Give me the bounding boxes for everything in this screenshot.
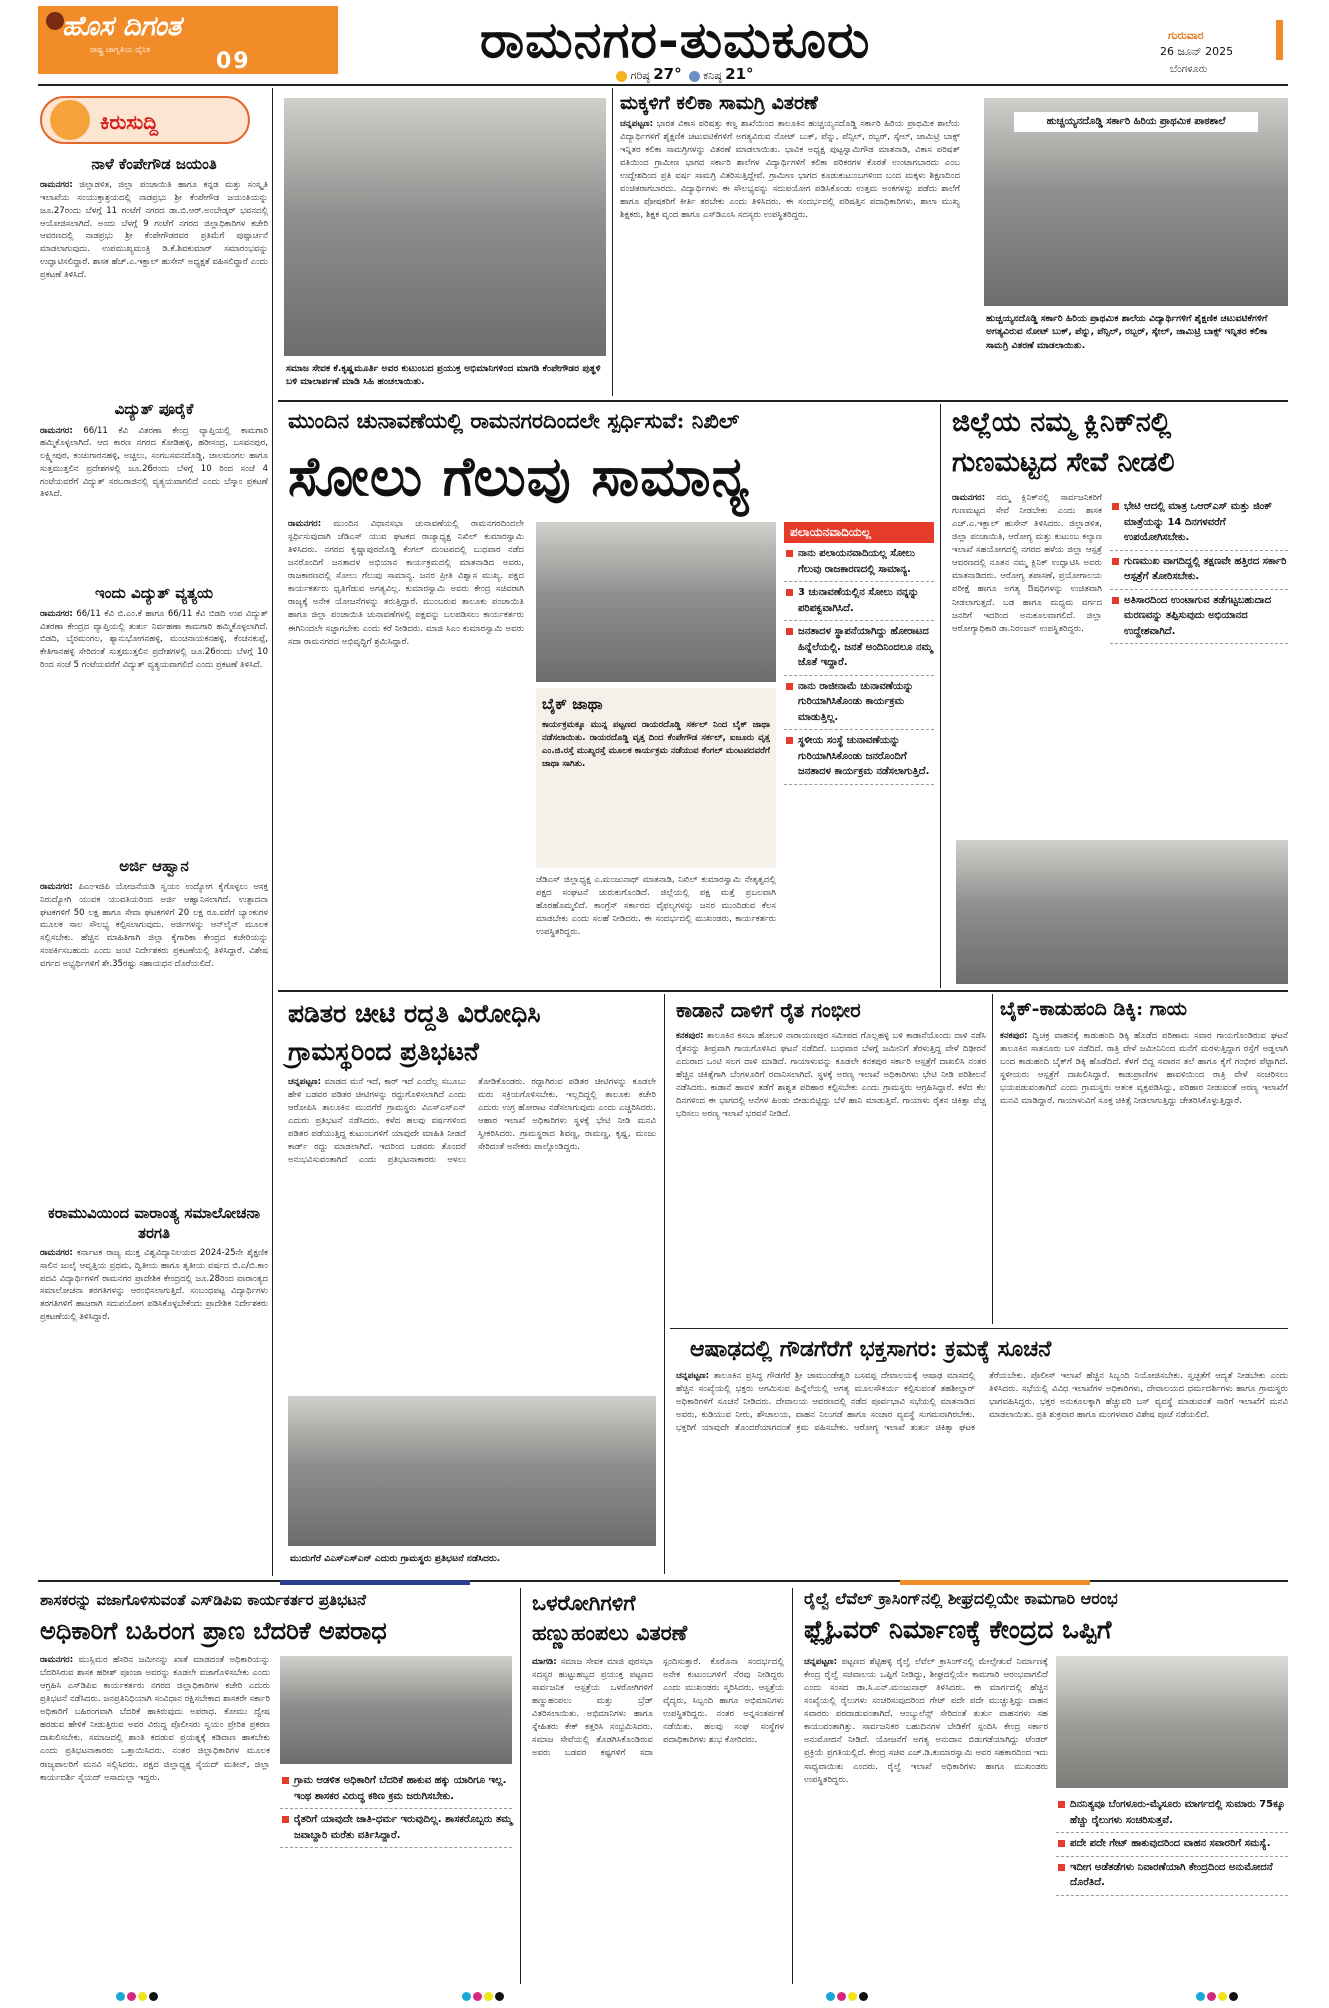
weather-max-label: ಗರಿಷ್ಠ (630, 69, 650, 82)
rail-body: ಚನ್ನಪಟ್ಟಣ: ಪಟ್ಟಣದ ಶೆಟ್ಟಿಹಳ್ಳಿ ರೈಲ್ವೆ ಲೆವೆಲ್ ಕ್ರಾಸಿಂಗ್‌ನಲ್ಲಿ ಮೇಲ್ಸೇತುವೆ ನಿರ್ಮಾಣಕ್ಕೆ ಕೇಂದ್ರ ರೈಲ್ವೆ ಸಚಿವಾಲಯ ಒಪ್ಪಿಗೆ ನೀಡಿದ್ದು, ಶೀಘ್ರದಲ್ಲಿಯೇ ಕಾಮಗಾರಿ ಆರಂಭವಾಗಲಿದೆ ಎಂದು ಸಂಸದ ಡಾ.ಸಿ.ಎನ್.ಮಂಜುನಾಥ್ ತಿಳಿಸಿದರು. ಈ ಮಾರ್ಗದಲ್ಲಿ ಹೆಚ್ಚಿನ ಸಂಖ್ಯೆಯಲ್ಲಿ ರೈಲುಗಳು ಸಂಚರಿಸುವುದರಿಂದ ಗೇಟ್ ಪದೇ ಪದೇ ಮುಚ್ಚುತ್ತಿದ್ದು ವಾಹನ ಸವಾರರು ಪರದಾಡುವಂತಾಗಿದೆ. ಆಂಬ್ಯುಲೆನ್ಸ್ ಸೇರಿದಂತೆ ತುರ್ತು ವಾಹನಗಳು ಸಹ ಕಾಯುವಂತಾಗಿತ್ತು. ಸಾರ್ವಜನಿಕರ ಬಹುದಿನಗಳ ಬೇಡಿಕೆಗೆ ಸ್ಪಂದಿಸಿ ಕೇಂದ್ರ ಸರ್ಕಾರ ಅನುಮೋದನೆ ನೀಡಿದೆ. ಯೋಜನೆಗೆ ಅಗತ್ಯ ಅನುದಾನ ಬಿಡುಗಡೆಯಾಗಿದ್ದು ಟೆಂಡರ್ ಪ್ರಕ್ರಿಯೆ ಪ್ರಗತಿಯಲ್ಲಿದೆ. ಕೇಂದ್ರ ಸಚಿವ ಎಚ್.ಡಿ.ಕುಮಾರಸ್ವಾಮಿ ಅವರ ಸಹಕಾರದಿಂದ ಇದು ಸಾಧ್ಯವಾಯಿತು ಎಂದರು. ರೈಲ್ವೆ ಇಲಾಖೆ ಅಧಿಕಾರಿಗಳು ಹಾಗೂ ಮುಖಂಡರು ಉಪಸ್ಥಿತರಿದ್ದರು. (804, 1657, 1048, 1785)
weather-min-label: ಕನಿಷ್ಠ (703, 69, 722, 82)
registration-marks (462, 1992, 506, 2006)
brief-text: ರಾಮನಗರ: ಕರ್ನಾಟಕ ರಾಜ್ಯ ಮುಕ್ತ ವಿಶ್ವವಿದ್ಯಾನಿಲಯದ 2024-25ನೇ ಶೈಕ್ಷಣಿಕ ಸಾಲಿನ ಜುಲೈ ಆವೃತ್ತಿಯ ಪ್ರಥಮ, ದ್ವಿತೀಯ ಹಾಗೂ ತೃತೀಯ ವರ್ಷದ ಬಿ.ಎ/ಬಿ.ಕಾಂ ಪದವಿ ವಿದ್ಯಾರ್ಥಿಗಳಿಗೆ ರಾಮನಗರ ಪ್ರಾದೇಶಿಕ ಕೇಂದ್ರದಲ್ಲಿ ಜೂ.28ರಿಂದ ವಾರಾಂತ್ಯದ ಸಮಾಲೋಚನಾ ತರಗತಿಗಳನ್ನು ಆರಂಭಿಸಲಾಗುತ್ತಿದೆ. ಸಂಬಂಧಪಟ್ಟ ವಿದ್ಯಾರ್ಥಿಗಳು ತರಗತಿಗಳಿಗೆ ಹಾಜರಾಗಿ ಸದುಪಯೋಗ ಪಡಿಸಿಕೊಳ್ಳಬೇಕೆಂದು ಪ್ರಾದೇಶಿಕ ನಿರ್ದೇಶಕರು ಪ್ರಕಟಣೆಯಲ್ಲಿ ತಿಳಿಸಿದ್ದಾರೆ. (40, 1248, 268, 1322)
column-rule (272, 88, 273, 1576)
brief-text: ರಾಮನಗರ: 66/11 ಕೆವಿ ಬಿ.ಎಂ.ಕೆ ಹಾಗೂ 66/11 ಕೆವಿ ಬಿಡದಿ ಉಪ ವಿದ್ಯುತ್ ವಿತರಣಾ ಕೇಂದ್ರದ ವ್ಯಾಪ್ತಿಯಲ್ಲಿ ತುರ್ತು ನಿರ್ವಹಣಾ ಕಾಮಗಾರಿ ಹಮ್ಮಿಕೊಳ್ಳಲಾಗಿದೆ. ಬಿಡದಿ, ಬೈರಮಂಗಲ, ಶ್ಯಾನುಭೋಗನಹಳ್ಳಿ, ಮಂಚನಾಯಕನಹಳ್ಳಿ, ಕೆಂಚನಕುಪ್ಪೆ, ಕೇತಿಗಾನಹಳ್ಳಿ ಸೇರಿದಂತೆ ಸುತ್ತಮುತ್ತಲಿನ ಪ್ರದೇಶಗಳಲ್ಲಿ ಜೂ.26ರಂದು ಬೆಳಗ್ಗೆ 10 ರಿಂದ ಸಂಜೆ 5 ಗಂಟೆಯವರೆಗೆ ವಿದ್ಯುತ್ ವ್ಯತ್ಯಯವಾಗಲಿದೆ ಎಂದು ಪ್ರಕಟಣೆ ತಿಳಿಸಿದೆ. (40, 608, 268, 670)
logo-tagline: ರಾಷ್ಟ್ರ ಜಾಗೃತಿಯ ದೈನಿಕ (90, 45, 151, 54)
story-body: ಚನ್ನಪಟ್ಟಣ: ಭಾರತ ವಿಕಾಸ ಪರಿಷತ್ತು ಕಣ್ವ ಶಾಖೆಯಿಂದ ತಾಲೂಕಿನ ಹುಚ್ಚಯ್ಯನದೊಡ್ಡಿ ಸರ್ಕಾರಿ ಹಿರಿಯ ಪ್ರಾಥಮಿಕ ಶಾಲೆಯ ವಿದ್ಯಾರ್ಥಿಗಳಿಗೆ ಶೈಕ್ಷಣಿಕ ಚಟುವಟಿಕೆಗಳಿಗೆ ಅಗತ್ಯವಿರುವ ನೋಟ್ ಬುಕ್, ಪೆನ್ನು, ಪೆನ್ಸಿಲ್, ರಬ್ಬರ್, ಸ್ಕೇಲ್, ಜಾಮಿಟ್ರಿ ಬಾಕ್ಸ್ ಇನ್ನಿತರ ಕಲಿಕಾ ಸಾಮಗ್ರಿಗಳನ್ನು ವಿತರಣೆ ಮಾಡಲಾಯಿತು. ಭಾವಿಕ ಅಧ್ಯಕ್ಷ ಪುಟ್ಟಸ್ವಾಮಿಗೌಡ ಮಾತನಾಡಿ, ವಿಕಾಸ ಪರಿಷತ್ ವತಿಯಿಂದ ಗ್ರಾಮೀಣ ಭಾಗದ ಸರ್ಕಾರಿ ಶಾಲೆಗಳ ವಿದ್ಯಾರ್ಥಿಗಳಿಗೆ ಕಲಿಕಾ ಪರಿಕರಗಳ ಕೊರತೆ ಉಂಟಾಗಬಾರದು ಎಂಬ ಉದ್ದೇಶದಿಂದ ಪ್ರತಿ ವರ್ಷ ಸಾಮಗ್ರಿ ವಿತರಿಸುತ್ತಿದ್ದೇವೆ. ಗ್ರಾಮೀಣ ಭಾಗದ ಕೂಡುಕುಟುಂಬಗಳಿಂದ ಬಂದ ಮಕ್ಕಳು ಶಿಕ್ಷಣದಿಂದ ವಂಚಿತರಾಗಬಾರದು. ವಿದ್ಯಾರ್ಥಿಗಳು ಈ ಸೌಲಭ್ಯವನ್ನು ಸದುಪಯೋಗ ಪಡಿಸಿಕೊಂಡು ಉತ್ತಮ ಅಂಕಗಳನ್ನು ಪಡೆದು ಶಾಲೆಗೆ ಹಾಗೂ ಪೋಷಕರಿಗೆ ಕೀರ್ತಿ ತರಬೇಕು ಎಂದು ತಿಳಿಸಿದರು. ಈ ಸಂದರ್ಭದಲ್ಲಿ ಪರಿಷತ್ತಿನ ಪದಾಧಿಕಾರಿಗಳು, ಶಾಲಾ ಮುಖ್ಯ ಶಿಕ್ಷಕರು, ಶಿಕ್ಷಕ ವೃಂದ ಹಾಗೂ ಎಸ್‌ಡಿಎಂಸಿ ಸದಸ್ಯರು ಉಪಸ್ಥಿತರಿದ್ದರು. (620, 119, 960, 221)
registration-marks (826, 1992, 870, 2006)
sidebar-item: ಸ್ಥಳೀಯ ಸಂಸ್ಥೆ ಚುನಾವಣೆಯನ್ನು ಗುರಿಯಾಗಿಸಿಕೊಂಡು ಜನರೊಂದಿಗೆ ಜನತಾದಳ ಕಾರ್ಯಕ್ರಮ ನಡೆಸಲಾಗುತ್ತಿದೆ. (784, 730, 934, 785)
sdpi-box-item: ಗ್ರಾಮ ಆಡಳಿತ ಅಧಿಕಾರಿಗೆ ಬೆದರಿಕೆ ಹಾಕುವ ಹಕ್ಕು ಯಾರಿಗೂ ಇಲ್ಲ. ಇಂಥ ಶಾಸಕರ ವಿರುದ್ಧ ಕಠಿಣ ಕ್ರಮ ಜರುಗಿಸಬೇಕು. (280, 1770, 512, 1809)
railway-photo (1056, 1656, 1288, 1788)
statue-photo (284, 98, 606, 356)
brief-headline: ಇಂದು ವಿದ್ಯುತ್ ವ್ಯತ್ಯಯ (94, 583, 214, 602)
nikhil-photo (536, 522, 776, 682)
issue-day: ಗುರುವಾರ (1168, 29, 1204, 42)
page-number: 09 (216, 49, 251, 74)
sidebar-item: 3 ಚುನಾವಣೆಯಲ್ಲಿನ ಸೋಲು ನನ್ನನ್ನು ಪರಿಪಕ್ವವಾಗಿಸಿದೆ. (784, 582, 934, 621)
column-rule (792, 1588, 793, 1984)
story-headline: ಮಕ್ಕಳಿಗೆ ಕಲಿಕಾ ಸಾಮಗ್ರಿ ವಿತರಣೆ (620, 92, 818, 114)
rail-box-item: ದಿನನಿತ್ಯವೂ ಬೆಂಗಳೂರು-ಮೈಸೂರು ಮಾರ್ಗದಲ್ಲಿ ಸುಮಾರು 75ಕ್ಕೂ ಹೆಚ್ಚು ರೈಲುಗಳು ಸಂಚರಿಸುತ್ತವೆ. (1056, 1794, 1288, 1833)
weather-strip (616, 64, 754, 85)
photo-caption: ಸಮಾಜ ಸೇವಕ ಕೆ.ಕೃಷ್ಣಮೂರ್ತಿ ಅವರ ಕುಟುಂಬದ ಪ್ರಯುಕ್ತ ಅಭಿಮಾನಿಗಳಿಂದ ಮಾಗಡಿ ಕೆಂಪೇಗೌಡರ ಪುತ್ಥಳಿ ಬಳಿ ಮಾಲಾರ್ಪಣೆ ಮಾಡಿ ಸಿಹಿ ಹಂಚಲಾಯಿತು. (286, 363, 601, 388)
brief-text: ರಾಮನಗರ: 66/11 ಕೆವಿ ವಿತರಣಾ ಕೇಂದ್ರ ವ್ಯಾಪ್ತಿಯಲ್ಲಿ ಕಾಮಗಾರಿ ಹಮ್ಮಿಕೊಳ್ಳಲಾಗಿದೆ. ಆದ ಕಾರಣ ನಗರದ ಕೋಡಿಹಳ್ಳಿ, ಹರೀಸಂದ್ರ, ಬಸವನಪುರ, ಲಕ್ಷ್ಮೀಪುರ, ಕಂಚುಗಾರನಹಳ್ಳಿ, ಅಚ್ಚಲು, ಸಂಗಬಸವನದೊಡ್ಡಿ, ಜಾಲಮಂಗಲ ಹಾಗೂ ಸುತ್ತಮುತ್ತಲಿನ ಪ್ರದೇಶಗಳಲ್ಲಿ ಜೂ.26ರಂದು ಬೆಳಗ್ಗೆ 10 ರಿಂದ ಸಂಜೆ 4 ಗಂಟೆಯವರೆಗೆ ವಿದ್ಯುತ್ ಸರಬರಾಜಿನಲ್ಲಿ ವ್ಯತ್ಯಯವಾಗಲಿದೆ ಎಂದು ಬೆಸ್ಕಾಂ ಪ್ರಕಟಣೆ ತಿಳಿಸಿದೆ. (40, 425, 268, 500)
pig-headline: ಬೈಕ್-ಕಾಡುಹಂದಿ ಡಿಕ್ಕಿ: ಗಾಯ (1000, 998, 1188, 1020)
sidebar-item: ನಾನು ಪಲಾಯನವಾದಿಯಲ್ಲ ಸೋಲು ಗೆಲುವು ರಾಜಕಾರಣದಲ್ಲಿ ಸಾಮಾನ್ಯ. (784, 543, 934, 582)
lead-headline: ಸೋಲು ಗೆಲುವು ಸಾಮಾನ್ಯ (288, 444, 751, 508)
color-band (900, 1580, 1090, 1585)
brief-text: ರಾಮನಗರ: ಪಿಎಂಇಜಿಪಿ ಯೋಜನೆಯಡಿ ಸ್ವಯಂ ಉದ್ಯೋಗ ಕೈಗೊಳ್ಳಲು ಆಸಕ್ತ ನಿರುದ್ಯೋಗಿ ಯುವಕ ಯುವತಿಯರಿಂದ ಅರ್ಜಿ ಆಹ್ವಾನಿಸಲಾಗಿದೆ. ಉತ್ಪಾದನಾ ಘಟಕಗಳಿಗೆ 50 ಲಕ್ಷ ಹಾಗೂ ಸೇವಾ ಘಟಕಗಳಿಗೆ 20 ಲಕ್ಷ ರೂ.ವರೆಗೆ ಬ್ಯಾಂಕುಗಳ ಮೂಲಕ ಸಾಲ ಸೌಲಭ್ಯ ಕಲ್ಪಿಸಲಾಗುವುದು. ಅರ್ಜಿಗಳನ್ನು ಆನ್‌ಲೈನ್ ಮೂಲಕ ಸಲ್ಲಿಸಬೇಕು. ಹೆಚ್ಚಿನ ಮಾಹಿತಿಗಾಗಿ ಜಿಲ್ಲಾ ಕೈಗಾರಿಕಾ ಕೇಂದ್ರದ ಕಚೇರಿಯನ್ನು ಸಂಪರ್ಕಿಸಬಹುದು ಎಂದು ಜಂಟಿ ನಿರ್ದೇಶಕರು ಪ್ರಕಟಣೆಯಲ್ಲಿ ತಿಳಿಸಿದ್ದಾರೆ. ವಿಶೇಷ ವರ್ಗದ ಅಭ್ಯರ್ಥಿಗಳಿಗೆ ಶೇ.35ರಷ್ಟು ಸಹಾಯಧನ ದೊರೆಯಲಿದೆ. (40, 882, 268, 969)
brief-text: ರಾಮನಗರ: ಜಿಲ್ಲಾಡಳಿತ, ಜಿಲ್ಲಾ ಪಂಚಾಯಿತಿ ಹಾಗೂ ಕನ್ನಡ ಮತ್ತು ಸಂಸ್ಕೃತಿ ಇಲಾಖೆಯ ಸಂಯುಕ್ತಾಶ್ರಯದಲ್ಲಿ ನಾಡಪ್ರಭು ಶ್ರೀ ಕೆಂಪೇಗೌಡ ಜಯಂತಿಯನ್ನು ಜೂ.27ರಂದು ಬೆಳಗ್ಗೆ 11 ಗಂಟೆಗೆ ನಗರದ ಡಾ.ಬಿ.ಆರ್.ಅಂಬೇಡ್ಕರ್ ಭವನದಲ್ಲಿ ಆಯೋಜಿಸಲಾಗಿದೆ. ಅಂದು ಬೆಳಗ್ಗೆ 9 ಗಂಟೆಗೆ ನಗರದ ಜಿಲ್ಲಾಧಿಕಾರಿಗಳ ಕಚೇರಿ ಆವರಣದಲ್ಲಿ ನಾಡಪ್ರಭು ಶ್ರೀ ಕೆಂಪೇಗೌಡರವರ ಪ್ರತಿಮೆಗೆ ಪುಷ್ಪಾರ್ಚನೆ ಮಾಡಲಾಗುವುದು. ಉಪಮುಖ್ಯಮಂತ್ರಿ ಡಿ.ಕೆ.ಶಿವಕುಮಾರ್ ಸಮಾರಂಭವನ್ನು ಉದ್ಘಾಟಿಸಲಿದ್ದಾರೆ. ಶಾಸಕ ಹೆಚ್.ಎ.ಇಕ್ಬಾಲ್ ಹುಸೇನ್ ಅಧ್ಯಕ್ಷತೆ ವಹಿಸಲಿದ್ದಾರೆ ಎಂದು ಪ್ರಕಟಣೆ ತಿಳಿಸಿದೆ. (40, 180, 268, 280)
pointing-hand-icon (50, 100, 90, 140)
elephant-body: ಕನಕಪುರ: ತಾಲೂಕಿನ ಕಸಬಾ ಹೋಬಳಿ ನಾರಾಯಣಪುರ ಸಮೀಪದ ಗೊಲ್ಲಹಳ್ಳಿ ಬಳಿ ಕಾಡಾನೆಯೊಂದು ದಾಳಿ ನಡೆಸಿ ರೈತನನ್ನು ತೀವ್ರವಾಗಿ ಗಾಯಗೊಳಿಸಿದ ಘಟನೆ ನಡೆದಿದೆ. ಬುಧವಾರ ಬೆಳಗ್ಗೆ ಜಮೀನಿಗೆ ತೆರಳುತ್ತಿದ್ದ ವೇಳೆ ದಿಢೀರನೆ ಎದುರಾದ ಒಂಟಿ ಸಲಗ ದಾಳಿ ಮಾಡಿದೆ. ಗಾಯಾಳುವನ್ನು ಕೂಡಲೇ ಕನಕಪುರ ಸರ್ಕಾರಿ ಆಸ್ಪತ್ರೆಗೆ ದಾಖಲಿಸಿ ನಂತರ ಹೆಚ್ಚಿನ ಚಿಕಿತ್ಸೆಗಾಗಿ ಬೆಂಗಳೂರಿಗೆ ರವಾನಿಸಲಾಗಿದೆ. ಸ್ಥಳಕ್ಕೆ ಅರಣ್ಯ ಇಲಾಖೆ ಅಧಿಕಾರಿಗಳು ಭೇಟಿ ನೀಡಿ ಪರಿಶೀಲನೆ ನಡೆಸಿದರು. ಕಾಡಾನೆ ಹಾವಳಿ ತಡೆಗೆ ಶಾಶ್ವತ ಪರಿಹಾರ ಕಲ್ಪಿಸಬೇಕು ಎಂದು ಗ್ರಾಮಸ್ಥರು ಆಗ್ರಹಿಸಿದ್ದಾರೆ. ಕಳೆದ ಕೆಲ ದಿನಗಳಿಂದ ಈ ಭಾಗದಲ್ಲಿ ಆನೆಗಳ ಹಿಂಡು ಬೀಡುಬಿಟ್ಟಿದ್ದು ಬೆಳೆ ಹಾನಿ ಮಾಡುತ್ತಿವೆ. ಗಾಯಾಳು ರೈತನ ಚಿಕಿತ್ಸಾ ವೆಚ್ಚ ಭರಿಸಲು ಅರಣ್ಯ ಇಲಾಖೆ ಭರವಸೆ ನೀಡಿದೆ. (676, 1031, 986, 1120)
health-headline-1: ಜಿಲ್ಲೆಯ ನಮ್ಮ ಕ್ಲಿನಿಕ್‌ನಲ್ಲಿ (952, 407, 1172, 438)
row-rule (38, 1580, 1288, 1582)
ashada-body: ಚನ್ನಪಟ್ಟಣ: ತಾಲೂಕಿನ ಪ್ರಸಿದ್ಧ ಗೌಡಗೆರೆ ಶ್ರೀ ಚಾಮುಂಡೇಶ್ವರಿ ಬಸವಪ್ಪ ದೇವಾಲಯಕ್ಕೆ ಆಷಾಢ ಮಾಸದಲ್ಲಿ ಹೆಚ್ಚಿನ ಸಂಖ್ಯೆಯಲ್ಲಿ ಭಕ್ತರು ಆಗಮಿಸುವ ಹಿನ್ನೆಲೆಯಲ್ಲಿ ಅಗತ್ಯ ಮೂಲಸೌಕರ್ಯ ಕಲ್ಪಿಸುವಂತೆ ತಹಶೀಲ್ದಾರ್ ಅಧಿಕಾರಿಗಳಿಗೆ ಸೂಚನೆ ನೀಡಿದರು. ದೇವಾಲಯ ಆವರಣದಲ್ಲಿ ನಡೆದ ಪೂರ್ವಭಾವಿ ಸಭೆಯಲ್ಲಿ ಮಾತನಾಡಿದ ಅವರು, ಕುಡಿಯುವ ನೀರು, ಶೌಚಾಲಯ, ವಾಹನ ನಿಲುಗಡೆ ಹಾಗೂ ಸಂಚಾರ ವ್ಯವಸ್ಥೆ ಸುಗಮವಾಗಿರಬೇಕು. ಭಕ್ತರಿಗೆ ಯಾವುದೇ ತೊಂದರೆಯಾಗದಂತೆ ಕ್ರಮ ವಹಿಸಬೇಕು. ಆರೋಗ್ಯ ಇಲಾಖೆ ತುರ್ತು ಚಿಕಿತ್ಸಾ ಘಟಕ ತೆರೆಯಬೇಕು. ಪೊಲೀಸ್ ಇಲಾಖೆ ಹೆಚ್ಚಿನ ಸಿಬ್ಬಂದಿ ನಿಯೋಜಿಸಬೇಕು. ಸ್ವಚ್ಛತೆಗೆ ಆದ್ಯತೆ ನೀಡಬೇಕು ಎಂದು ತಿಳಿಸಿದರು. ಸಭೆಯಲ್ಲಿ ವಿವಿಧ ಇಲಾಖೆಗಳ ಅಧಿಕಾರಿಗಳು, ದೇವಾಲಯದ ಧರ್ಮದರ್ಶಿಗಳು ಹಾಗೂ ಗ್ರಾಮಸ್ಥರು ಭಾಗವಹಿಸಿದ್ದರು. ಭಕ್ತರ ಅನುಕೂಲಕ್ಕಾಗಿ ಹೆಚ್ಚುವರಿ ಬಸ್ ವ್ಯವಸ್ಥೆ ಮಾಡುವಂತೆ ಸಾರಿಗೆ ಇಲಾಖೆಗೆ ಮನವಿ ಮಾಡಲಾಯಿತು. ಪ್ರತಿ ಶುಕ್ರವಾರ ಹಾಗೂ ಮಂಗಳವಾರ ವಿಶೇಷ ಪೂಜೆ ನಡೆಯಲಿದೆ. (676, 1371, 1288, 1434)
weather-max: 27° (653, 65, 682, 83)
escape-sidebar (784, 522, 934, 970)
sdpi-body: ರಾಮನಗರ: ಮುಸ್ಲಿಮರ ಹೆಸರಿನ ಜಮೀನನ್ನು ಖಾತೆ ಮಾಡದಂತೆ ಅಧಿಕಾರಿಯನ್ನು ಬೆದರಿಸಿರುವ ಶಾಸಕ ಹರೀಶ್ ಪೂಂಜಾ ಅವರನ್ನು ಕೂಡಲೇ ವಜಾಗೊಳಿಸಬೇಕು ಎಂದು ಆಗ್ರಹಿಸಿ ಎಸ್‌ಡಿಪಿಐ ಕಾರ್ಯಕರ್ತರು ನಗರದ ಜಿಲ್ಲಾಧಿಕಾರಿಗಳ ಕಚೇರಿ ಎದುರು ಪ್ರತಿಭಟನೆ ನಡೆಸಿದರು. ಜನಪ್ರತಿನಿಧಿಯಾಗಿ ಸಂವಿಧಾನ ರಕ್ಷಿಸಬೇಕಾದ ಶಾಸಕರೇ ಸರ್ಕಾರಿ ಅಧಿಕಾರಿಗೆ ಬಹಿರಂಗವಾಗಿ ಬೆದರಿಕೆ ಹಾಕಿರುವುದು ಅಪರಾಧ. ಕೋಮು ದ್ವೇಷ ಹರಡುವ ಹೇಳಿಕೆ ನೀಡುತ್ತಿರುವ ಅವರ ವಿರುದ್ಧ ಪೊಲೀಸರು ಸ್ವಯಂ ಪ್ರೇರಿತ ಪ್ರಕರಣ ದಾಖಲಿಸಬೇಕು. ಸಮಾಜದಲ್ಲಿ ಶಾಂತಿ ಕದಡುವ ಪ್ರಯತ್ನಕ್ಕೆ ಕಡಿವಾಣ ಹಾಕಬೇಕು ಎಂದು ಪ್ರತಿಭಟನಾಕಾರರು ಒತ್ತಾಯಿಸಿದರು. ನಂತರ ಜಿಲ್ಲಾಧಿಕಾರಿಗಳ ಮೂಲಕ ರಾಜ್ಯಪಾಲರಿಗೆ ಮನವಿ ಸಲ್ಲಿಸಿದರು. ಪಕ್ಷದ ಜಿಲ್ಲಾಧ್ಯಕ್ಷ ಸೈಯದ್ ಮತೀನ್, ಜಿಲ್ಲಾ ಕಾರ್ಯದರ್ಶಿ ಸೈಯದ್ ಅಸಾದುಲ್ಲಾ ಇದ್ದರು. (40, 1655, 270, 1783)
masthead (0, 0, 1329, 86)
registration-marks (116, 1992, 160, 2006)
clinic-photo (956, 840, 1288, 984)
photo-caption: ಮುದುಗೆರೆ ವಿಎಸ್‌ಎಸ್‌ಎನ್ ಎದುರು ಗ್ರಾಮಸ್ಥರು ಪ್ರತಿಭಟನೆ ನಡೆಸಿದರು. (290, 1553, 501, 1564)
bike-rally-head: ಬೈಕ್ ಜಾಥಾ (542, 695, 603, 713)
sdpi-kicker: ಶಾಸಕರನ್ನು ವಜಾಗೊಳಿಸುವಂತೆ ಎಸ್‌ಡಿಪಿಐ ಕಾರ್ಯಕರ್ತರ ಪ್ರತಿಭಟನೆ (40, 1591, 366, 1609)
sdpi-photo (280, 1656, 512, 1764)
column-rule (940, 404, 941, 988)
fruit-body: ಮಾಗಡಿ: ಸಮಾಜ ಸೇವಕ ಮಾಜಿ ಪುರಸಭಾ ಸದಸ್ಯರ ಹುಟ್ಟುಹಬ್ಬದ ಪ್ರಯುಕ್ತ ಪಟ್ಟಣದ ಸಾರ್ವಜನಿಕ ಆಸ್ಪತ್ರೆಯ ಒಳರೋಗಿಗಳಿಗೆ ಹಣ್ಣುಹಂಪಲು ಮತ್ತು ಬ್ರೆಡ್ ವಿತರಿಸಲಾಯಿತು. ಅಭಿಮಾನಿಗಳು ಹಾಗೂ ಸ್ನೇಹಿತರು ಕೇಕ್ ಕತ್ತರಿಸಿ ಸಂಭ್ರಮಿಸಿದರು. ಸಮಾಜ ಸೇವೆಯಲ್ಲಿ ತೊಡಗಿಸಿಕೊಂಡಿರುವ ಅವರು ಬಡವರ ಕಷ್ಟಗಳಿಗೆ ಸದಾ ಸ್ಪಂದಿಸುತ್ತಾರೆ. ಕೊರೊನಾ ಸಂದರ್ಭದಲ್ಲಿ ಅನೇಕ ಕುಟುಂಬಗಳಿಗೆ ನೆರವು ನೀಡಿದ್ದರು ಎಂದು ಮುಖಂಡರು ಸ್ಮರಿಸಿದರು. ಆಸ್ಪತ್ರೆಯ ವೈದ್ಯರು, ಸಿಬ್ಬಂದಿ ಹಾಗೂ ಅಭಿಮಾನಿಗಳು ಉಪಸ್ಥಿತರಿದ್ದರು. ನಂತರ ಅನ್ನಸಂತರ್ಪಣೆ ನಡೆಯಿತು. ಹಲವು ಸಂಘ ಸಂಸ್ಥೆಗಳ ಪದಾಧಿಕಾರಿಗಳು ಶುಭ ಕೋರಿದರು. (532, 1657, 784, 1759)
ration-headline-1: ಪಡಿತರ ಚೀಟಿ ರದ್ದತಿ ವಿರೋಧಿಸಿ (288, 999, 541, 1028)
row-rule (670, 1328, 1288, 1329)
sidebar-title: ಪಲಾಯನವಾದಿಯಲ್ಲ (784, 522, 934, 543)
rail-box-item: ಇದೀಗ ಅಡೆತಡೆಗಳು ನಿವಾರಣೆಯಾಗಿ ಕೇಂದ್ರದಿಂದ ಅನುಮೋದನೆ ದೊರೆತಿದೆ. (1056, 1857, 1288, 1896)
sidebar-item: ಜನತಾದಳ ಸ್ಥಾಪನೆಯಾಗಿದ್ದು ಹೋರಾಟದ ಹಿನ್ನೆಲೆಯಲ್ಲಿ. ಜನತೆ ಅಂದಿನಿಂದಲೂ ನಮ್ಮ ಜೊತೆ ಇದ್ದಾರೆ. (784, 621, 934, 676)
rail-box-item: ಪದೇ ಪದೇ ಗೇಟ್ ಹಾಕುವುದರಿಂದ ವಾಹನ ಸವಾರರಿಗೆ ಸಮಸ್ಯೆ. (1056, 1833, 1288, 1857)
rail-kicker: ರೈಲ್ವೆ ಲೆವೆಲ್ ಕ್ರಾಸಿಂಗ್‌ನಲ್ಲಿ ಶೀಘ್ರದಲ್ಲಿಯೇ ಕಾಮಗಾರಿ ಆರಂಭ (804, 1589, 1118, 1608)
elephant-headline: ಕಾಡಾನೆ ದಾಳಿಗೆ ರೈತ ಗಂಭೀರ (676, 998, 861, 1022)
newspaper-logo: ಹೊಸ ದಿಗಂತ (62, 11, 182, 42)
weather-min: 21° (725, 65, 754, 83)
masthead-rule (38, 84, 1288, 86)
briefs-badge-label: ಕಿರುಸುದ್ದಿ (100, 110, 159, 134)
column-rule (612, 88, 613, 396)
lead-kicker: ಮುಂದಿನ ಚುನಾವಣೆಯಲ್ಲಿ ರಾಮನಗರದಿಂದಲೇ ಸ್ಪರ್ಧಿಸುವೆ: ನಿಖಿಲ್ (288, 408, 740, 433)
brief-headline: ನಾಳೆ ಕೆಂಪೇಗೌಡ ಜಯಂತಿ (91, 155, 217, 173)
sdpi-box-item: ರೈತರಿಗೆ ಯಾವುದೇ ಜಾತಿ-ಧರ್ಮ ಇರುವುದಿಲ್ಲ. ಶಾಸಕರೊಬ್ಬರು ತಮ್ಮ ಜವಾಬ್ದಾರಿ ಮರೆತು ವರ್ತಿಸಿದ್ದಾರೆ. (280, 1809, 512, 1848)
ashada-headline: ಆಷಾಢದಲ್ಲಿ ಗೌಡಗೆರೆಗೆ ಭಕ್ತಸಾಗರ: ಕ್ರಮಕ್ಕೆ ಸೂಚನೆ (690, 1336, 1052, 1362)
row-rule (278, 400, 1288, 402)
fruit-headline-1: ಒಳರೋಗಿಗಳಿಗೆ (532, 1590, 636, 1615)
ration-body: ಚನ್ನಪಟ್ಟಣ: ಮಾಡದ ಮನೆ ಇದೆ, ಕಾರ್ ಇದೆ ಎಂದೆಲ್ಲ ಸಬೂಬು ಹೇಳಿ ಬಡವರ ಪಡಿತರ ಚೀಟಿಗಳನ್ನು ರದ್ದುಗೊಳಿಸಲಾಗಿದೆ ಎಂದು ಆರೋಪಿಸಿ ತಾಲೂಕಿನ ಮುದಗೆರೆ ಗ್ರಾಮಸ್ಥರು ವಿಎಸ್‌ಎಸ್‌ಎನ್ ಎದುರು ಪ್ರತಿಭಟನೆ ನಡೆಸಿದರು. ಕಳೆದ ಹಲವು ವರ್ಷಗಳಿಂದ ಪಡಿತರ ಪಡೆಯುತ್ತಿದ್ದ ಕುಟುಂಬಗಳಿಗೆ ಯಾವುದೇ ಮಾಹಿತಿ ನೀಡದೆ ಕಾರ್ಡ್ ರದ್ದು ಮಾಡಲಾಗಿದೆ. ಇದರಿಂದ ಬಡವರು ತೊಂದರೆ ಅನುಭವಿಸುವಂತಾಗಿದೆ ಎಂದು ಪ್ರತಿಭಟನಾಕಾರರು ಅಳಲು ತೋಡಿಕೊಂಡರು. ರದ್ದಾಗಿರುವ ಪಡಿತರ ಚೀಟಿಗಳನ್ನು ಕೂಡಲೇ ಮರು ಸಕ್ರಿಯಗೊಳಿಸಬೇಕು. ಇಲ್ಲದಿದ್ದಲ್ಲಿ ತಾಲೂಕು ಕಚೇರಿ ಎದುರು ಉಗ್ರ ಹೋರಾಟ ನಡೆಸಲಾಗುವುದು ಎಂದು ಎಚ್ಚರಿಸಿದರು. ಆಹಾರ ಇಲಾಖೆ ಅಧಿಕಾರಿಗಳು ಸ್ಥಳಕ್ಕೆ ಭೇಟಿ ನೀಡಿ ಮನವಿ ಸ್ವೀಕರಿಸಿದರು. ಗ್ರಾಮಸ್ಥರಾದ ಶಿವಣ್ಣ, ರಾಮಣ್ಣ, ಕೃಷ್ಣ, ಮಂಜು ಸೇರಿದಂತೆ ಅನೇಕರು ಪಾಲ್ಗೊಂಡಿದ್ದರು. (288, 1077, 656, 1166)
sdpi-headline: ಅಧಿಕಾರಿಗೆ ಬಹಿರಂಗ ಪ್ರಾಣ ಬೆದರಿಕೆ ಅಪರಾಧ (40, 1616, 387, 1645)
pig-body: ಕನಕಪುರ: ದ್ವಿಚಕ್ರ ವಾಹನಕ್ಕೆ ಕಾಡುಹಂದಿ ಡಿಕ್ಕಿ ಹೊಡೆದ ಪರಿಣಾಮ ಸವಾರ ಗಾಯಗೊಂಡಿರುವ ಘಟನೆ ತಾಲೂಕಿನ ಸಾತನೂರು ಬಳಿ ನಡೆದಿದೆ. ರಾತ್ರಿ ವೇಳೆ ಜಮೀನಿನಿಂದ ಮನೆಗೆ ಮರಳುತ್ತಿದ್ದಾಗ ರಸ್ತೆಗೆ ಅಡ್ಡಲಾಗಿ ಬಂದ ಕಾಡುಹಂದಿ ಬೈಕ್‌ಗೆ ಡಿಕ್ಕಿ ಹೊಡೆದಿದೆ. ಕೆಳಗೆ ಬಿದ್ದ ಸವಾರನ ತಲೆ ಹಾಗೂ ಕೈಗೆ ಗಂಭೀರ ಪೆಟ್ಟಾಗಿದೆ. ಸ್ಥಳೀಯರು ಆಸ್ಪತ್ರೆಗೆ ದಾಖಲಿಸಿದ್ದಾರೆ. ಕಾಡುಪ್ರಾಣಿಗಳ ಹಾವಳಿಯಿಂದ ರಾತ್ರಿ ವೇಳೆ ಸಂಚರಿಸಲು ಭಯಪಡುವಂತಾಗಿದೆ ಎಂದು ಗ್ರಾಮಸ್ಥರು ಆತಂಕ ವ್ಯಕ್ತಪಡಿಸಿದ್ದು, ಪರಿಹಾರ ನೀಡುವಂತೆ ಅರಣ್ಯ ಇಲಾಖೆಗೆ ಮನವಿ ಮಾಡಿದ್ದಾರೆ. ಗಾಯಾಳುವಿಗೆ ಸೂಕ್ತ ಚಿಕಿತ್ಸೆ ನೀಡಲಾಗುತ್ತಿದ್ದು ಚೇತರಿಸಿಕೊಳ್ಳುತ್ತಿದ್ದಾರೆ. (1000, 1031, 1288, 1107)
sidebar-item: ನಾನು ರಾಜೀನಾಮೆ ಚುನಾವಣೆಯನ್ನು ಗುರಿಯಾಗಿಸಿಕೊಂಡು ಕಾರ್ಯಕ್ರಮ ಮಾಡುತ್ತಿಲ್ಲ. (784, 676, 934, 731)
brief-headline: ಅರ್ಜಿ ಆಹ್ವಾನ (119, 856, 189, 875)
rail-box (1056, 1794, 1288, 1984)
brief-headline: ವಿದ್ಯುತ್ ಪೂರೈಕೆ (114, 400, 194, 419)
health-body: ರಾಮನಗರ: ನಮ್ಮ ಕ್ಲಿನಿಕ್‌ನಲ್ಲಿ ಸಾರ್ವಜನಿಕರಿಗೆ ಗುಣಮಟ್ಟದ ಸೇವೆ ನೀಡಬೇಕು ಎಂದು ಶಾಸಕ ಎಚ್.ಎ.ಇಕ್ಬಾಲ್ ಹುಸೇನ್ ತಿಳಿಸಿದರು. ಜಿಲ್ಲಾಡಳಿತ, ಜಿಲ್ಲಾ ಪಂಚಾಯಿತಿ, ಆರೋಗ್ಯ ಮತ್ತು ಕುಟುಂಬ ಕಲ್ಯಾಣ ಇಲಾಖೆ ಸಹಯೋಗದಲ್ಲಿ ನಗರದ ಹಳೆಯ ಜಿಲ್ಲಾ ಆಸ್ಪತ್ರೆ ಆವರಣದಲ್ಲಿ ನೂತನ ನಮ್ಮ ಕ್ಲಿನಿಕ್ ಉದ್ಘಾಟಿಸಿ ಅವರು ಮಾತನಾಡಿದರು. ಆರೋಗ್ಯ ತಪಾಸಣೆ, ಪ್ರಯೋಗಾಲಯ ಪರೀಕ್ಷೆ ಹಾಗೂ ಅಗತ್ಯ ಔಷಧಿಗಳನ್ನು ಉಚಿತವಾಗಿ ನೀಡಲಾಗುತ್ತದೆ. ಬಡ ಹಾಗೂ ಮಧ್ಯಮ ವರ್ಗದ ಜನರಿಗೆ ಇದರಿಂದ ಅನುಕೂಲವಾಗಲಿದೆ. ಜಿಲ್ಲಾ ಆರೋಗ್ಯಾಧಿಕಾರಿ ಡಾ.ನಿರಂಜನ್ ಉಪಸ್ಥಿತರಿದ್ದರು. (952, 493, 1102, 634)
sun-icon (616, 71, 627, 82)
registration-marks (1196, 1992, 1240, 2006)
color-band (280, 1580, 470, 1585)
health-box-item: ಅತಿಸಾರದಿಂದ ಉಂಟಾಗುವ ತಡೆಗಟ್ಟಬಹುದಾದ ಮರಣವನ್ನು ತಪ್ಪಿಸುವುದು ಅಭಿಯಾನದ ಉದ್ದೇಶವಾಗಿದೆ. (1110, 590, 1288, 645)
column-rule (992, 994, 993, 1324)
section-title: ರಾಮನಗರ-ತುಮಕೂರು (480, 10, 871, 69)
lead-body-continued: ಜೆಡಿಎಸ್ ಜಿಲ್ಲಾಧ್ಯಕ್ಷ ಎ.ಮಂಜುನಾಥ್ ಮಾತನಾಡಿ, ನಿಖಿಲ್ ಕುಮಾರಸ್ವಾಮಿ ನೇತೃತ್ವದಲ್ಲಿ ಪಕ್ಷದ ಸಂಘಟನೆ ಚುರುಕುಗೊಂಡಿದೆ. ಜಿಲ್ಲೆಯಲ್ಲಿ ಪಕ್ಷ ಮತ್ತೆ ಪ್ರಬಲವಾಗಿ ಹೊರಹೊಮ್ಮಲಿದೆ. ಕಾಂಗ್ರೆಸ್ ಸರ್ಕಾರದ ವೈಫಲ್ಯಗಳನ್ನು ಜನರ ಮುಂದಿಡುವ ಕೆಲಸ ಮಾಡಬೇಕು ಎಂದು ಸಲಹೆ ನೀಡಿದರು. ಈ ಸಂದರ್ಭದಲ್ಲಿ ಮುಖಂಡರು, ಕಾರ್ಯಕರ್ತರು ಉಪಸ್ಥಿತರಿದ್ದರು. (536, 875, 776, 938)
health-box (1110, 496, 1288, 746)
photo-caption: ಹುಚ್ಚಯ್ಯನದೊಡ್ಡಿ ಸರ್ಕಾರಿ ಹಿರಿಯ ಪ್ರಾಥಮಿಕ ಶಾಲೆಯ ವಿದ್ಯಾರ್ಥಿಗಳಿಗೆ ಶೈಕ್ಷಣಿಕ ಚಟುವಟಿಕೆಗಳಿಗೆ ಅಗತ್ಯವಿರುವ ನೋಟ್ ಬುಕ್, ಪೆನ್ನು, ಪೆನ್ಸಿಲ್, ರಬ್ಬರ್, ಸ್ಕೇಲ್, ಜಾಮಿಟ್ರಿ ಬಾಕ್ಸ್ ಇನ್ನಿತರ ಕಲಿಕಾ ಸಾಮಗ್ರಿ ವಿತರಣೆ ಮಾಡಲಾಯಿತು. (986, 313, 1268, 351)
briefs-column (40, 154, 268, 1574)
health-headline-2: ಗುಣಮಟ್ಟದ ಸೇವೆ ನೀಡಲಿ (952, 447, 1175, 478)
school-banner: ಹುಚ್ಚಯ್ಯನದೊಡ್ಡಿ ಸರ್ಕಾರಿ ಹಿರಿಯ ಪ್ರಾಥಮಿಕ ಪಾಠಶಾಲೆ (1014, 112, 1258, 132)
rail-headline: ಫ್ಲೈಓವರ್ ನಿರ್ಮಾಣಕ್ಕೆ ಕೇಂದ್ರದ ಒಪ್ಪಿಗೆ (804, 1615, 1112, 1644)
health-box-item: ಭೇಟಿ ಆದಲ್ಲಿ ಮಾತ್ರ ಒಆರ್‌ಎಸ್ ಮತ್ತು ಜಿಂಕ್ ಮಾತ್ರೆಯನ್ನು 14 ದಿನಗಳವರೆಗೆ ಉಪಯೋಗಿಸಬೇಕು. (1110, 496, 1288, 551)
bike-rally-text: ಕಾರ್ಯಕ್ರಮಕ್ಕೂ ಮುನ್ನ ಪಟ್ಟಣದ ರಾಯರದೊಡ್ಡಿ ಸರ್ಕಲ್ ನಿಂದ ಬೈಕ್ ಜಾಥಾ ನಡೆಸಲಾಯಿತು. ರಾಯರದೊಡ್ಡಿ ವೃತ್ತ ದಿಂದ ಕೆಂಪೇಗೌಡ ಸರ್ಕಲ್, ಐಜೂರು ವೃತ್ತ ಎಂ.ಜಿ.ರಸ್ತೆ ಮುಖ್ಯರಸ್ತೆ ಮೂಲಕ ಕಾರ್ಯಕ್ರಮ ನಡೆಯುವ ಕೆಂಗಲ್ ಮಂಟಪದವರೆಗೆ ಜಾಥಾ ಸಾಗಿತು. (542, 720, 770, 770)
edition-city: ಬೆಂಗಳೂರು (1170, 64, 1208, 75)
row-rule (278, 990, 1288, 992)
brief-headline: ಕರಾಮುವಿಯಿಂದ ವಾರಾಂತ್ಯ ಸಮಾಲೋಚನಾ ತರಗತಿ (47, 1204, 261, 1242)
lead-body: ರಾಮನಗರ: ಮುಂದಿನ ವಿಧಾನಸಭಾ ಚುನಾವಣೆಯಲ್ಲಿ ರಾಮನಗರದಿಂದಲೇ ಸ್ಪರ್ಧಿಸುವುದಾಗಿ ಜೆಡಿಎಸ್ ಯುವ ಘಟಕದ ರಾಜ್ಯಾಧ್ಯಕ್ಷ ನಿಖಿಲ್ ಕುಮಾರಸ್ವಾಮಿ ತಿಳಿಸಿದರು. ನಗರದ ಕೃಷ್ಣಾಪುರದೊಡ್ಡಿ ಕೆಂಗಲ್ ಮಂಟಪದಲ್ಲಿ ಬುಧವಾರ ನಡೆದ ಜನರೊಂದಿಗೆ ಜನತಾದಳ ಅಭಿಯಾನ ಕಾರ್ಯಕ್ರಮದಲ್ಲಿ ಮಾತನಾಡಿದ ಅವರು, ರಾಜಕಾರಣದಲ್ಲಿ ಸೋಲು ಗೆಲುವು ಸಾಮಾನ್ಯ. ಜನರ ಪ್ರೀತಿ ವಿಶ್ವಾಸ ಮುಖ್ಯ. ಪಕ್ಷದ ಕಾರ್ಯಕರ್ತರು ಧೃತಿಗೆಡುವ ಅಗತ್ಯವಿಲ್ಲ. ಕುಮಾರಸ್ವಾಮಿ ಅವರು ಕೇಂದ್ರ ಸಚಿವರಾಗಿ ರಾಜ್ಯಕ್ಕೆ ಅನೇಕ ಯೋಜನೆಗಳನ್ನು ತರುತ್ತಿದ್ದಾರೆ. ಮುಂಬರುವ ತಾಲೂಕು ಪಂಚಾಯಿತಿ ಹಾಗೂ ಜಿಲ್ಲಾ ಪಂಚಾಯಿತಿ ಚುನಾವಣೆಗಳಲ್ಲಿ ಪಕ್ಷವನ್ನು ಬಲಪಡಿಸಲು ಕಾರ್ಯಕರ್ತರು ಈಗಿನಿಂದಲೇ ಸಜ್ಜಾಗಬೇಕು ಎಂದು ಕರೆ ನೀಡಿದರು. ಮಾಜಿ ಸಿಎಂ ಕುಮಾರಸ್ವಾಮಿ ಅವರು ಸದಾ ರಾಮನಗರದ ಅಭಿವೃದ್ಧಿಗೆ ಶ್ರಮಿಸಿದ್ದಾರೆ. (288, 519, 524, 647)
column-rule (520, 1588, 521, 1984)
fruit-headline-2: ಹಣ್ಣುಹಂಪಲು ವಿತರಣೆ (532, 1620, 688, 1645)
column-rule (664, 994, 665, 1574)
protest-photo (288, 1396, 656, 1546)
sdpi-box (280, 1770, 512, 1984)
school-photo (984, 98, 1288, 306)
moon-icon (689, 71, 700, 82)
ration-headline-2: ಗ್ರಾಮಸ್ಥರಿಂದ ಪ್ರತಿಭಟನೆ (288, 1037, 479, 1066)
bike-rally-box (536, 688, 776, 868)
issue-date: 26 ಜೂನ್ 2025 (1160, 45, 1234, 58)
accent-bar (1276, 20, 1283, 60)
health-box-item: ಗುಣಮುಖ ವಾಗದಿದ್ದಲ್ಲಿ ತಕ್ಷಣವೇ ಹತ್ತಿರದ ಸರ್ಕಾರಿ ಆಸ್ಪತ್ರೆಗೆ ತೋರಿಸಬೇಕು. (1110, 551, 1288, 590)
